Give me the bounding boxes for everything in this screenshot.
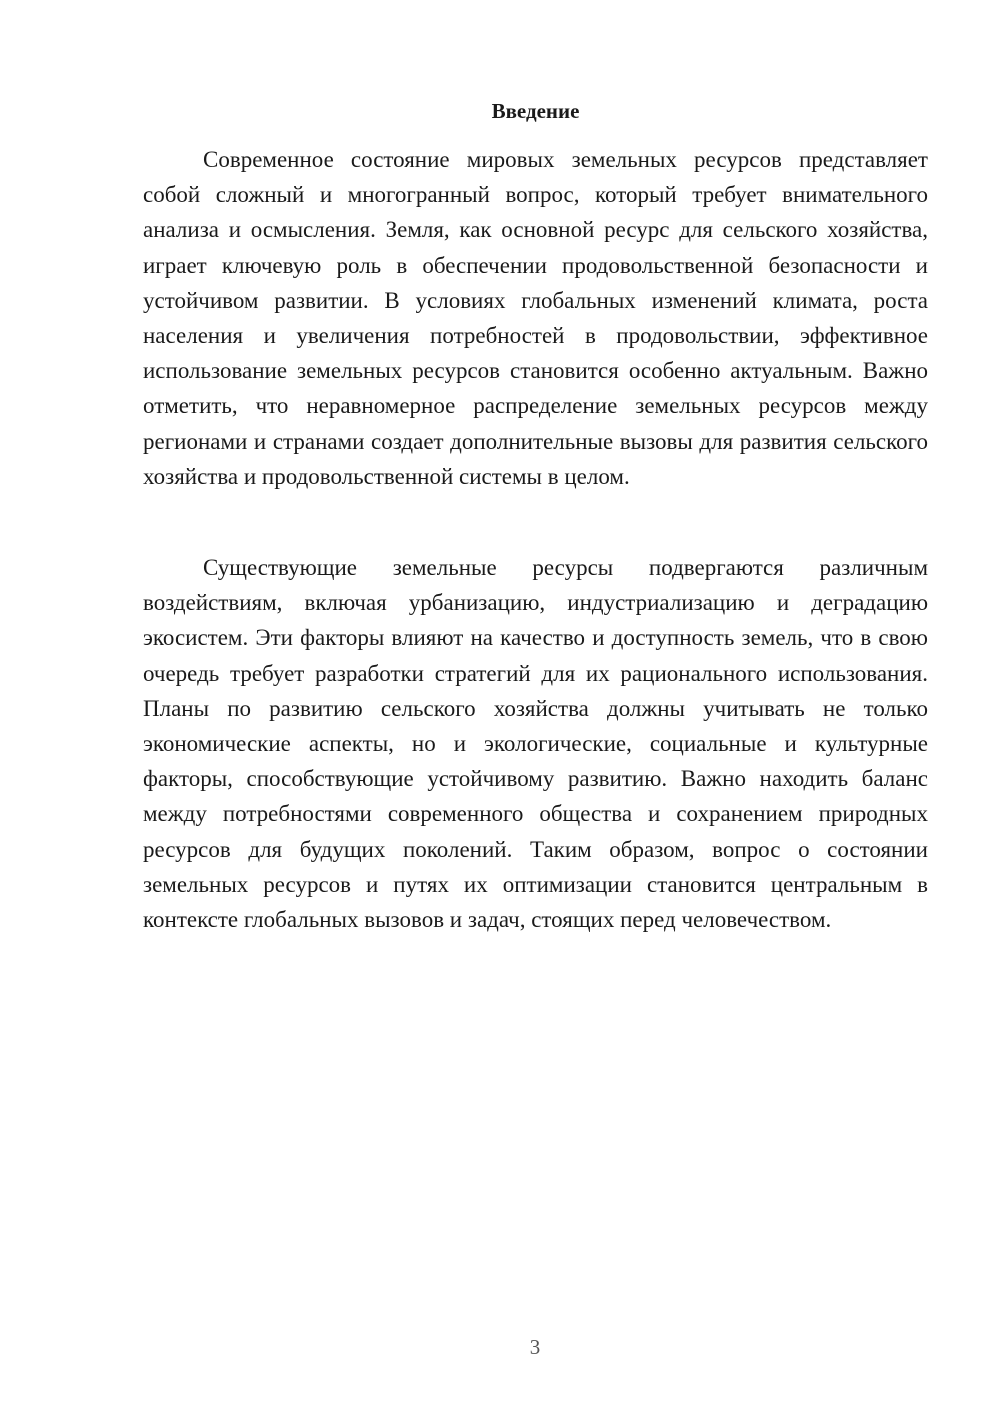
paragraph-2: Существующие земельные ресурсы подвергаются различным воздействиям, включая урбанизацию, индустриализацию и деградацию экосистем. Эти факторы влияют на качество и доступность земель, что в свою очередь требует разработки стратегий для их рационального использования. Планы по развитию сельского хозяйства должны учитывать не только экономические аспекты, но и экологические, социальные и культурные факторы, способствующие устойчивому развитию. Важно находить баланс между потребностями современного общества и сохранением природных ресурсов для будущих поколений. Таким образом, вопрос о состоянии земельных ресурсов и путях их оптимизации становится центральным в контексте глобальных вызовов и задач, стоящих перед человечеством. (143, 555, 928, 933)
section-heading: Введение (491, 99, 580, 123)
page-number: 3 (529, 1335, 541, 1359)
paragraph-1: Современное состояние мировых земельных ресурсов представляет собой сложный и многогранный вопрос, который требует внимательного анализа и осмысления. Земля, как основной ресурс для сельского хозяйства, играет ключевую роль в обеспечении продовольственной безопасности и устойчивом развитии. В условиях глобальных изменений климата, роста населения и увеличения потребностей в продовольствии, эффективное использование земельных ресурсов становится особенно актуальным. Важно отметить, что неравномерное распределение земельных ресурсов между регионами и странами создает дополнительные вызовы для развития сельского хозяйства и продовольственной системы в целом. (143, 147, 928, 489)
